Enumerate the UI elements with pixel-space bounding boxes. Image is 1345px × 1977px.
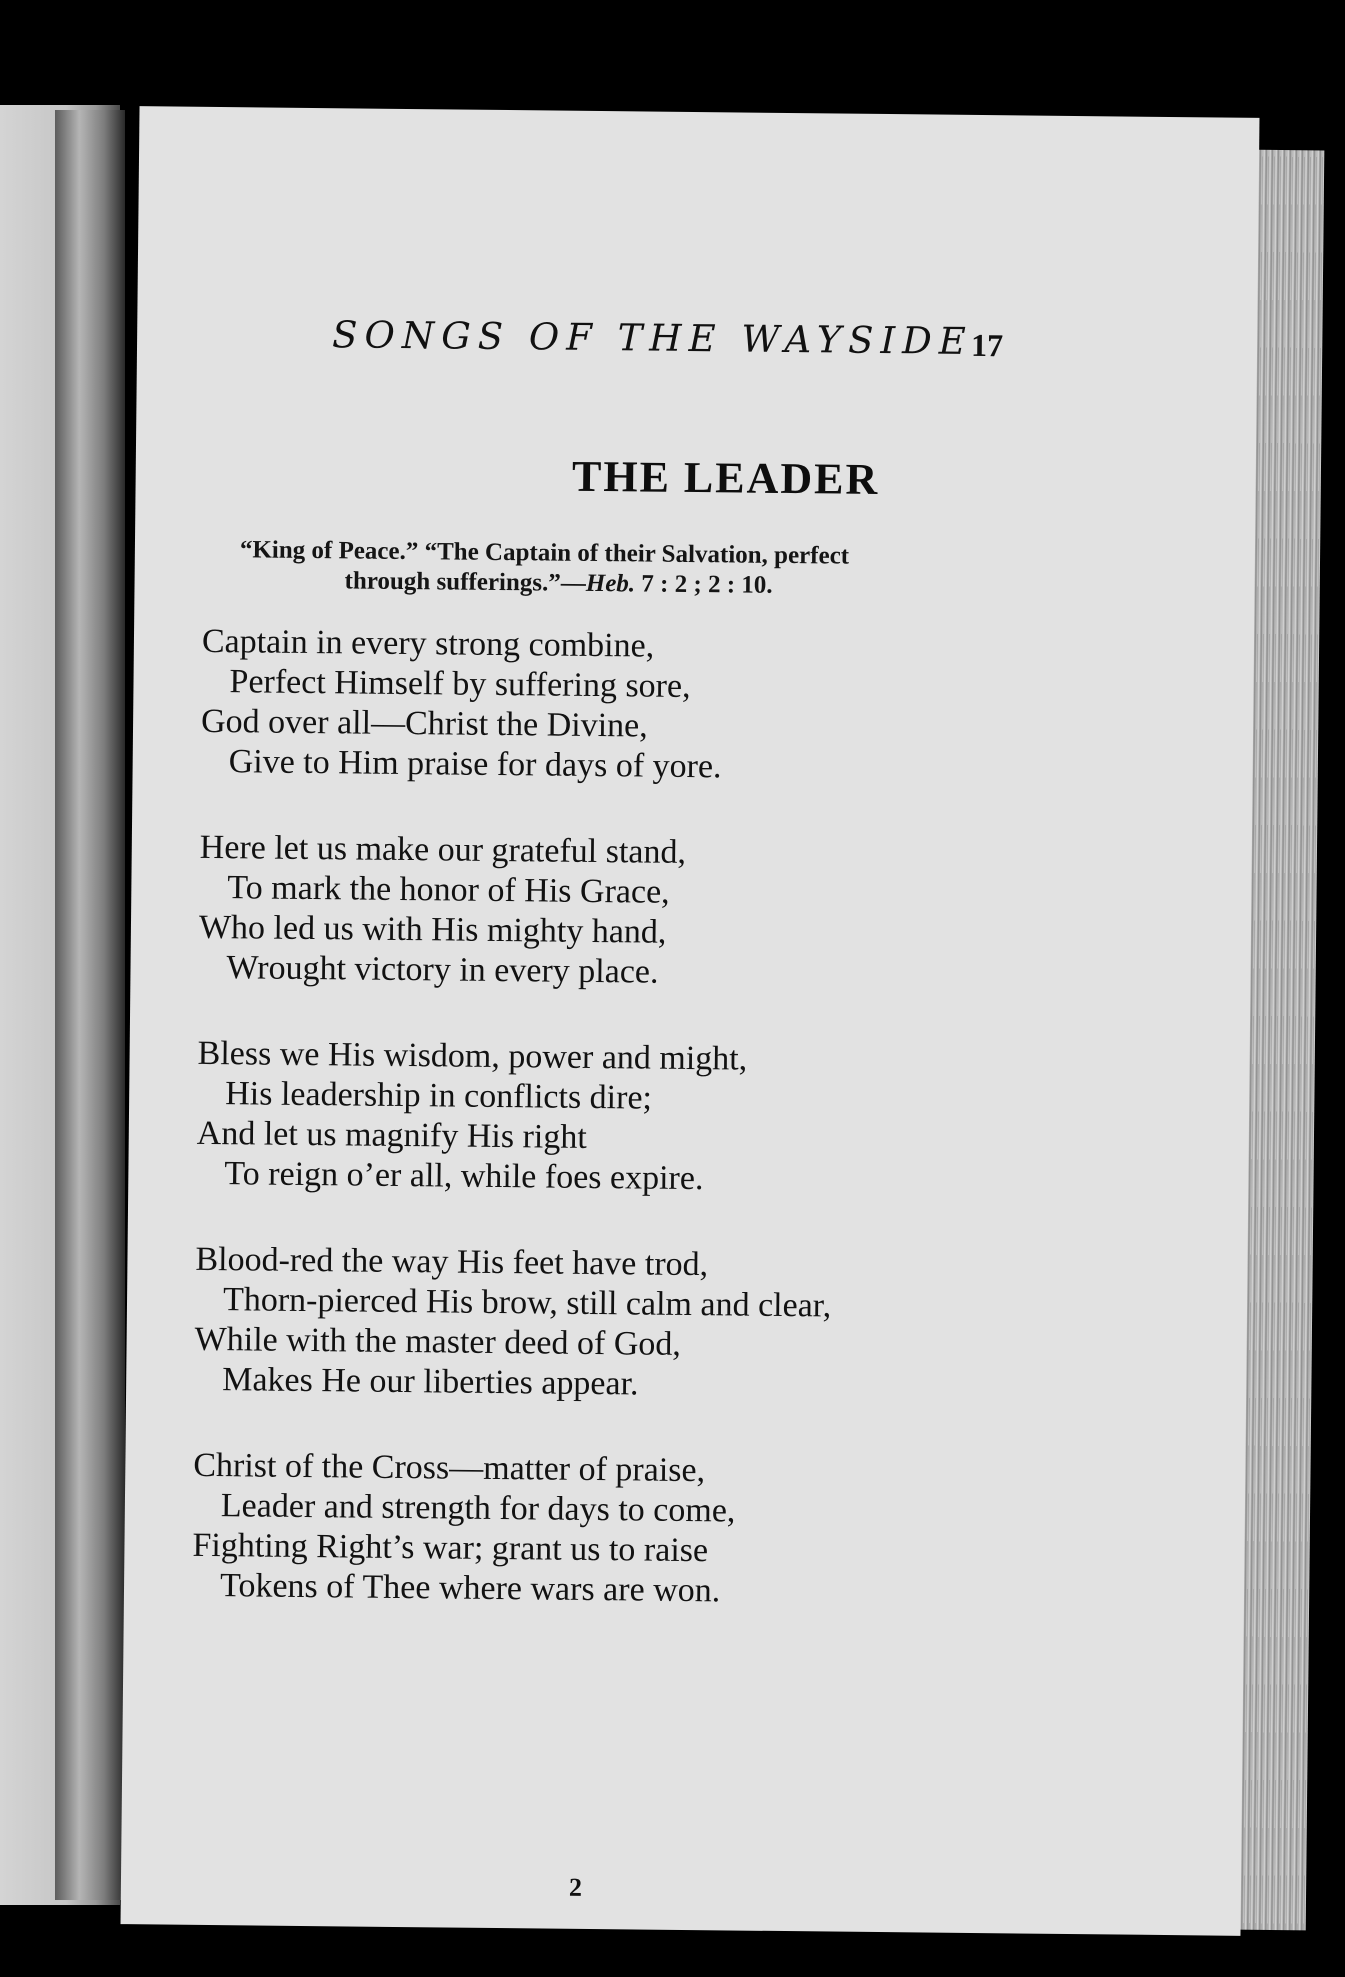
verse-line: Who led us with His mighty hand, (198, 908, 667, 951)
verse-line: To mark the honor of His Grace, (227, 869, 670, 911)
verse-line: His leadership in conflicts dire; (225, 1075, 653, 1117)
epigraph-reference-verses: 7 : 2 ; 2 : 10. (634, 570, 773, 599)
verse-line: Wrought victory in every place. (226, 949, 659, 991)
verse-line: Blood-red the way His feet have trod, (195, 1240, 709, 1284)
verse-line: Makes He our liberties appear. (222, 1361, 639, 1403)
signature-mark: 2 (568, 1872, 583, 1902)
poem-title: THE LEADER (571, 451, 880, 504)
verse-line: Here let us make our grateful stand, (199, 828, 687, 871)
poem-body (191, 622, 1002, 1660)
book-page (121, 106, 1260, 1936)
running-head: SONGS OF THE WAYSIDE (331, 313, 974, 363)
verse-line: Give to Him praise for days of yore. (228, 743, 722, 786)
stanza (200, 622, 1002, 790)
stanza (192, 1446, 994, 1614)
verse-line: Tokens of Thee where wars are won. (219, 1567, 721, 1610)
verse-line: Bless we His wisdom, power and might, (197, 1034, 748, 1078)
epigraph-reference-book: Heb. (585, 569, 636, 598)
stanza (194, 1240, 996, 1408)
verse-line: Thorn-pierced His brow, still calm and clear, (222, 1281, 832, 1325)
epigraph-line-1: “King of Peace.” “The Captain of their Salvation, perfect (239, 536, 850, 570)
book-gutter (55, 110, 125, 1900)
verse-line: Fighting Right’s war; grant us to raise (192, 1526, 709, 1570)
verse-line: God over all—Christ the Divine, (200, 702, 648, 745)
epigraph-line-2 (239, 565, 1139, 604)
verse-line: Christ of the Cross—matter of praise, (193, 1446, 706, 1490)
stanza (196, 1034, 998, 1202)
verse-line: Captain in every strong combine, (201, 622, 655, 665)
epigraph-text: through sufferings.”— (344, 567, 586, 597)
stanza (198, 828, 1000, 996)
verse-line: Leader and strength for days to come, (220, 1487, 736, 1530)
verse-line: To reign o’er all, while foes expire. (224, 1155, 704, 1198)
page-number: 17 (970, 326, 1004, 364)
verse-line: Perfect Himself by suffering sore, (229, 663, 691, 705)
verse-line: While with the master deed of God, (194, 1320, 682, 1363)
epigraph (239, 535, 1140, 604)
verse-line: And let us magnify His right (196, 1114, 588, 1156)
